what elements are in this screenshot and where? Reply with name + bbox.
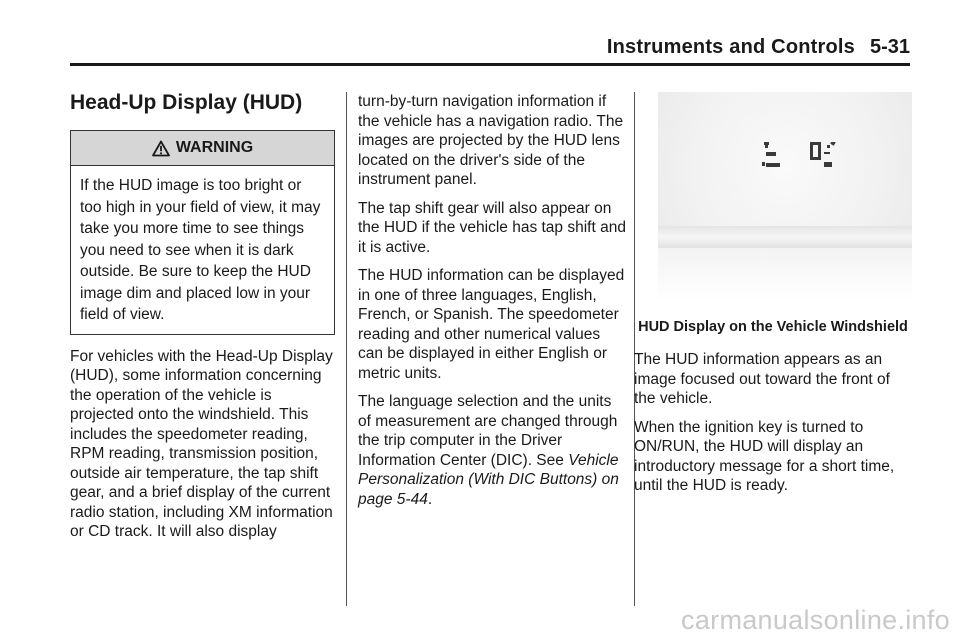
- column-2: [358, 92, 626, 518]
- paragraph-image-focus: The HUD information appears as an image focused out toward the front of the vehicle.: [634, 351, 890, 407]
- units-end: .: [427, 490, 433, 508]
- hud-display-image: [738, 142, 838, 192]
- figure-fade: [658, 248, 912, 302]
- page-header: [0, 36, 960, 64]
- column-divider-1: [346, 92, 347, 606]
- paragraph-units: [358, 392, 626, 509]
- header-rule: [70, 63, 910, 66]
- warning-triangle-icon: [152, 140, 170, 157]
- windshield-edge: [658, 226, 912, 248]
- column-3-text: [634, 350, 912, 496]
- cross-reference-link[interactable]: Vehicle Personalization (With DIC Buttons) on page 5-44: [358, 451, 619, 508]
- column-1: [70, 90, 335, 551]
- warning-header: [71, 131, 334, 166]
- hud-figure: [658, 92, 912, 302]
- warning-box: [70, 130, 335, 335]
- section-title: Instruments and Controls: [606, 36, 855, 58]
- paragraph-tap-shift: The tap shift gear will also appear on the HUD if the vehicle has tap shift and it is active.: [358, 199, 626, 256]
- intro-paragraph: For vehicles with the Head-Up Display (HUD), some information concerning the operation of the vehicle is projected onto the windshield. This includes the speedometer reading, RPM reading, transmission position, outside air temperature, the tap shift gear, and a brief display of the current radio station, including XM information or CD track. It will also display: [70, 347, 333, 540]
- warning-text: If the HUD image is too bright or too high in your field of view, it may take you more time to see things you need to see when it is dark outside. Be sure to keep the HUD image dim and placed low in your field of view.: [80, 177, 321, 323]
- units-text: The language selection and the units of measurement are changed through the trip computer in the Driver Information Center (DIC). See: [358, 393, 618, 469]
- page-number: 5-31: [869, 36, 910, 58]
- figure-caption: HUD Display on the Vehicle Windshield: [638, 319, 908, 335]
- page-title: Head-Up Display (HUD): [70, 91, 303, 114]
- watermark: carmanualsonline.info: [681, 605, 950, 635]
- column-3: [634, 92, 912, 505]
- paragraph-navigation: turn-by-turn navigation information if the vehicle has a navigation radio. The images are projected by the HUD lens located on the driver's side of the instrument panel.: [358, 93, 624, 188]
- warning-label: WARNING: [175, 139, 254, 157]
- paragraph-languages: The HUD information can be displayed in one of three languages, English, French, or Spanish. The speedometer reading and other numerical values can be displayed in either English or metric units.: [358, 267, 625, 382]
- paragraph-ignition: When the ignition key is turned to ON/RUN, the HUD will display an introductory message for a short time, until the HUD is ready.: [634, 418, 895, 494]
